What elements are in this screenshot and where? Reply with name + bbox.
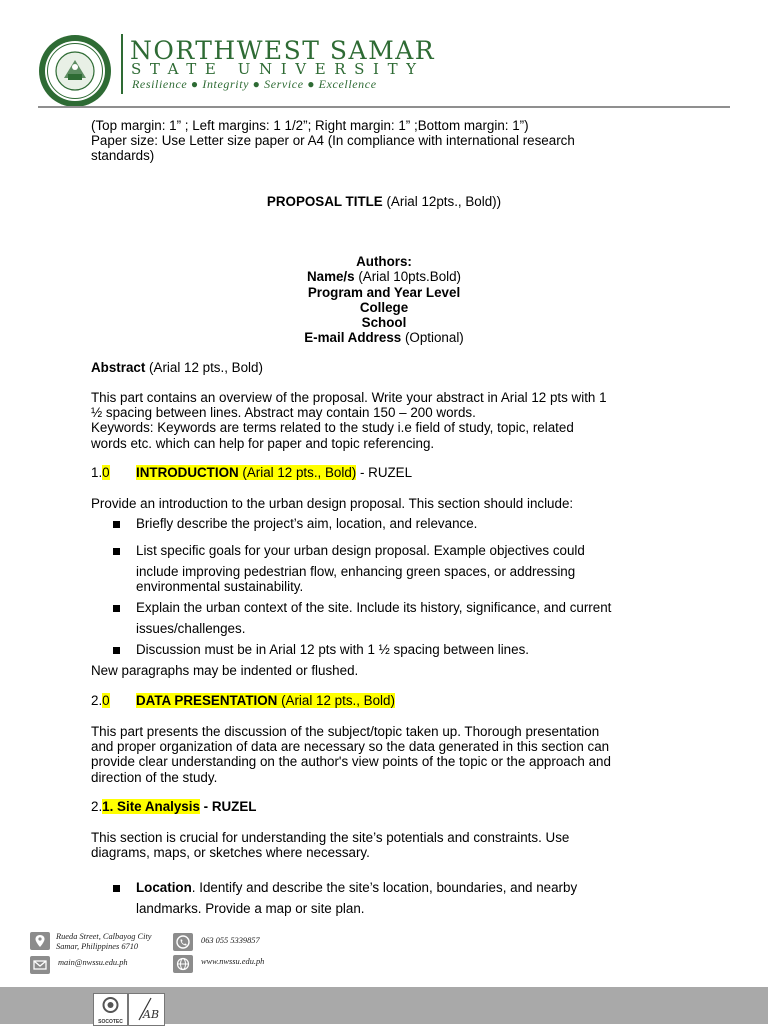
introduction-closing: New paragraphs may be indented or flushed. [91, 663, 359, 678]
address-line: Samar, Philippines 6710 [56, 941, 139, 951]
authors-block [90, 254, 678, 346]
section-title: INTRODUCTION [136, 465, 239, 480]
header-divider [121, 34, 123, 94]
proposal-title [90, 194, 678, 209]
paper-size-line: Paper size: Use Letter size paper or A4 (In compliance with international research [91, 133, 575, 149]
section-number-highlight: 0 [102, 693, 110, 708]
subsection-assignee: - RUZEL [199, 799, 257, 814]
subsection-number: 2. [91, 799, 103, 814]
list-item: Briefly describe the project’s aim, location, and relevance. [113, 514, 688, 535]
section-number: 2. [91, 693, 103, 708]
subsection-site-analysis-heading [91, 799, 691, 814]
site-analysis-bullets [113, 878, 688, 919]
cert-label: SOCOTEC [98, 1019, 123, 1025]
keywords-line: Keywords: Keywords are terms related to the study i.e field of study, topic, related [91, 420, 574, 436]
accreditation-logo [128, 993, 165, 1026]
university-seal-logo [38, 34, 112, 108]
svg-text:AB: AB [143, 1008, 160, 1021]
footer-website[interactable]: www.nwssu.edu.ph [201, 957, 265, 966]
section-spec: (Arial 12 pts., Bold) [238, 465, 357, 480]
section-number: 1. [91, 465, 103, 480]
address-line: Rueda Street, Calbayog City [56, 932, 152, 941]
site-analysis-body: This section is crucial for understanding the site’s potentials and constraints. Use diagrams, maps, or sketches where necessary. [91, 830, 570, 861]
university-motto: Resilience ● Integrity ● Service ● Excellence [132, 77, 377, 91]
abstract-spec: (Arial 12 pts., Bold) [145, 360, 263, 375]
email-label: E-mail Address [304, 330, 402, 346]
footer-address [56, 932, 152, 951]
list-item: Location. Identify and describe the site’s location, boundaries, and nearby landmarks. Provide a map or site plan. [113, 878, 688, 919]
socotec-certification-logo [93, 993, 128, 1026]
list-item: List specific goals for your urban design proposal. Example objectives could include improving pedestrian flow, enhancing green spaces, or addressing [113, 541, 688, 582]
list-item: Explain the urban context of the site. Include its history, significance, and current issues/challenges. [113, 598, 688, 639]
section-title: DATA PRESENTATION [136, 693, 278, 708]
list-item: Discussion must be in Arial 12 pts with 1 ½ spacing between lines. [113, 640, 688, 661]
abstract-body [91, 390, 691, 451]
section-assignee: - RUZEL [356, 465, 413, 480]
proposal-title-label: PROPOSAL TITLE [266, 194, 383, 209]
authors-heading: Authors: [356, 254, 412, 269]
abstract-heading [91, 360, 691, 375]
data-presentation-body: This part presents the discussion of the subject/topic taken up. Thorough presentation and proper organization of data are necessary so the data generated in this section can provide clear understanding on the author's view points of the topic or the approach and direction of the study. [91, 724, 611, 785]
section-data-presentation-heading [91, 693, 691, 708]
program-year-level: Program and Year Level [307, 284, 461, 300]
introduction-bullets [113, 598, 688, 639]
margins-line: (Top margin: 1” ; Left margins: 1 1/2”; Right margin: 1” ;Bottom margin: 1”) [91, 118, 529, 133]
section-number-highlight: 0 [102, 465, 110, 480]
keywords-line: words etc. which can help for paper and topic referencing. [91, 435, 435, 451]
section-spec: (Arial 12 pts., Bold) [277, 693, 395, 708]
globe-icon [173, 955, 193, 973]
abstract-label: Abstract [91, 360, 146, 375]
introduction-bullets [113, 541, 688, 582]
introduction-bullets [113, 514, 688, 535]
subsection-title: 1. Site Analysis [102, 799, 200, 814]
abstract-line: ½ spacing between lines. Abstract may contain 150 – 200 words. [91, 405, 476, 421]
introduction-lead: Provide an introduction to the urban design proposal. This section should include: [91, 496, 574, 511]
introduction-bullets [113, 640, 688, 661]
footer-phone: 063 055 5339857 [201, 936, 260, 945]
list-item-continuation: environmental sustainability. [136, 579, 304, 594]
phone-icon [173, 933, 193, 951]
email-spec: (Optional) [401, 330, 464, 346]
header-rule [38, 106, 730, 108]
margins-note [91, 118, 691, 164]
university-name: NORTHWEST SAMAR [130, 36, 436, 65]
paper-size-line-cont: standards) [91, 148, 155, 164]
author-names-spec: (Arial 10pts.Bold) [354, 269, 462, 285]
school: School [361, 315, 407, 331]
college: College [359, 299, 409, 315]
envelope-icon [30, 956, 50, 974]
author-names-label: Name/s [306, 269, 355, 285]
abstract-line: This part contains an overview of the proposal. Write your abstract in Arial 12 pts with 1 [91, 390, 607, 405]
footer-email[interactable]: main@nwssu.edu.ph [58, 958, 128, 967]
section-introduction-heading [91, 465, 691, 480]
location-pin-icon [30, 932, 50, 950]
proposal-title-spec: (Arial 12pts., Bold)) [382, 194, 502, 209]
university-subtitle: STATE UNIVERSITY [131, 60, 425, 78]
